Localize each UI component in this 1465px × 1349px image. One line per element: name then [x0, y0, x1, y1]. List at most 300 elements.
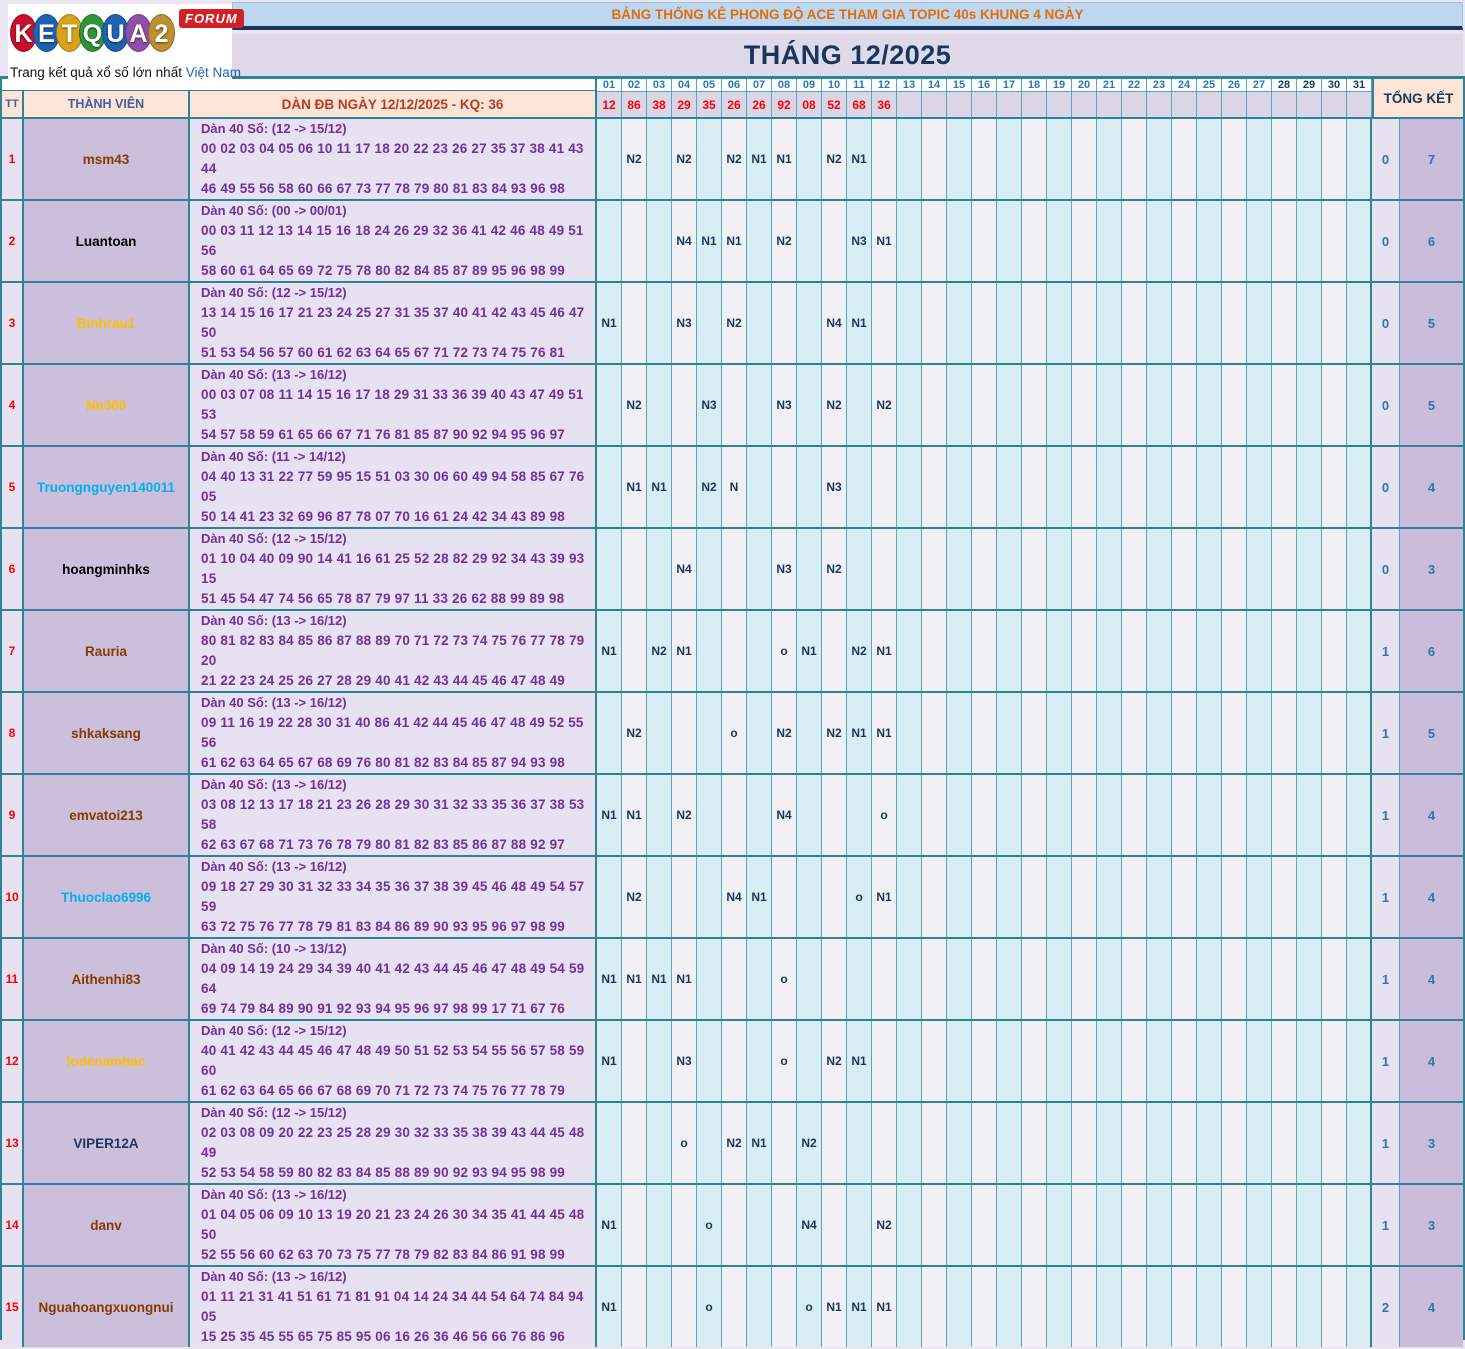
day-cell-15 — [947, 693, 972, 773]
day-cell-03 — [647, 1185, 672, 1265]
member-row-15 — [2, 1267, 1463, 1347]
day-cell-07 — [747, 775, 772, 855]
day-cell-07 — [747, 1021, 772, 1101]
member-name: emvatoi213 — [24, 775, 190, 855]
result-20 — [1072, 92, 1097, 117]
forum-badge: FORUM — [179, 9, 244, 28]
day-cell-24 — [1172, 857, 1197, 937]
col-header-total: TỔNG KẾT — [1372, 79, 1463, 117]
col-header-dan: DÀN ĐB NGÀY 12/12/2025 - KQ: 36 — [190, 90, 597, 117]
day-cell-15 — [947, 1021, 972, 1101]
day-cell-07 — [747, 447, 772, 527]
day-cell-05 — [697, 1103, 722, 1183]
member-name: msm43 — [24, 119, 190, 199]
day-cell-15 — [947, 775, 972, 855]
day-cell-21 — [1097, 283, 1122, 363]
day-cell-25 — [1197, 775, 1222, 855]
day-cell-27 — [1247, 365, 1272, 445]
day-cell-02: N2 — [622, 693, 647, 773]
dan-line: 13 14 15 16 17 21 23 24 25 27 31 35 37 40 41 42 43 45 46 47 50 — [201, 305, 585, 340]
day-cell-30 — [1322, 1267, 1347, 1347]
dan-line: 52 53 54 58 59 80 82 83 84 85 88 89 90 92 93 94 95 98 99 — [201, 1165, 566, 1180]
day-cell-09 — [797, 1021, 822, 1101]
day-cell-20 — [1072, 119, 1097, 199]
day-cell-25 — [1197, 283, 1222, 363]
month-label: THÁNG 12/2025 — [743, 39, 952, 70]
day-cell-25 — [1197, 1021, 1222, 1101]
day-cell-15 — [947, 283, 972, 363]
tt-cell: 12 — [2, 1021, 24, 1101]
day-cell-21 — [1097, 119, 1122, 199]
day-cell-12 — [872, 283, 897, 363]
day-cell-20 — [1072, 939, 1097, 1019]
table-body — [2, 119, 1463, 1347]
dan-line: 00 03 11 12 13 14 15 16 18 24 26 29 32 36 41 42 46 48 49 51 56 — [201, 223, 584, 258]
day-cell-14 — [922, 1021, 947, 1101]
dan-title: Dàn 40 Số: (13 -> 16/12) — [201, 613, 347, 628]
result-08: 92 — [772, 92, 797, 117]
result-21 — [1097, 92, 1122, 117]
day-cell-04: N4 — [672, 201, 697, 281]
day-header-29: 29 — [1297, 79, 1322, 92]
day-cell-05: o — [697, 1267, 722, 1347]
dan-line: 40 41 42 43 44 45 46 47 48 49 50 51 52 53 54 55 56 57 58 59 60 — [201, 1043, 585, 1078]
day-cell-30 — [1322, 283, 1347, 363]
tt-cell: 3 — [2, 283, 24, 363]
day-cell-28 — [1272, 939, 1297, 1019]
day-cell-02: N2 — [622, 119, 647, 199]
day-header-06: 06 — [722, 79, 747, 92]
day-cell-25 — [1197, 693, 1222, 773]
day-cell-12 — [872, 529, 897, 609]
day-cell-03 — [647, 857, 672, 937]
day-cell-10: N2 — [822, 365, 847, 445]
day-cell-20 — [1072, 447, 1097, 527]
day-cell-05: N1 — [697, 201, 722, 281]
day-cell-01: N1 — [597, 1021, 622, 1101]
day-cell-01: N1 — [597, 283, 622, 363]
day-cell-03: N1 — [647, 447, 672, 527]
day-cell-07: N1 — [747, 119, 772, 199]
day-cell-23 — [1147, 857, 1172, 937]
day-cell-20 — [1072, 857, 1097, 937]
day-cell-28 — [1272, 611, 1297, 691]
member-row-7 — [2, 611, 1463, 693]
day-cell-21 — [1097, 201, 1122, 281]
day-cell-14 — [922, 1103, 947, 1183]
day-cell-07 — [747, 611, 772, 691]
day-cell-29 — [1297, 775, 1322, 855]
day-cell-24 — [1172, 1103, 1197, 1183]
day-cell-26 — [1222, 1103, 1247, 1183]
logo-letter: 2 — [148, 14, 175, 52]
logo-letter: A — [125, 14, 152, 52]
day-cell-17 — [997, 529, 1022, 609]
day-cell-08: o — [772, 611, 797, 691]
day-cell-25 — [1197, 611, 1222, 691]
day-cell-08: N3 — [772, 529, 797, 609]
day-cell-16 — [972, 1103, 997, 1183]
day-cell-04: N1 — [672, 611, 697, 691]
day-cell-14 — [922, 857, 947, 937]
day-cell-27 — [1247, 283, 1272, 363]
day-cell-03: N1 — [647, 939, 672, 1019]
tt-cell: 15 — [2, 1267, 24, 1347]
member-name: lodenambac — [24, 1021, 190, 1101]
member-row-14 — [2, 1185, 1463, 1267]
dan-line: 46 49 55 56 58 60 66 67 73 77 78 79 80 81 83 84 93 96 98 — [201, 181, 566, 196]
day-cell-15 — [947, 1185, 972, 1265]
day-cell-20 — [1072, 283, 1097, 363]
day-cell-07 — [747, 365, 772, 445]
day-cell-29 — [1297, 939, 1322, 1019]
day-cell-13 — [897, 1267, 922, 1347]
dan-title: Dàn 40 Số: (13 -> 16/12) — [201, 695, 347, 710]
day-cell-18 — [1022, 201, 1047, 281]
day-cell-25 — [1197, 201, 1222, 281]
day-cell-05 — [697, 611, 722, 691]
day-cell-14 — [922, 775, 947, 855]
day-cell-24 — [1172, 365, 1197, 445]
tt-cell: 2 — [2, 201, 24, 281]
day-cell-14 — [922, 1185, 947, 1265]
day-cell-08: N2 — [772, 693, 797, 773]
day-cell-27 — [1247, 1185, 1272, 1265]
day-cell-19 — [1047, 939, 1072, 1019]
total-score-cell: 3 — [1400, 1103, 1463, 1183]
member-name: Truongnguyen140011 — [24, 447, 190, 527]
day-cell-26 — [1222, 775, 1247, 855]
day-cell-02 — [622, 529, 647, 609]
day-cell-12 — [872, 1103, 897, 1183]
day-cell-27 — [1247, 857, 1272, 937]
result-04: 29 — [672, 92, 697, 117]
total-lost-cell: 1 — [1372, 693, 1400, 773]
dan-line: 51 45 54 47 74 56 65 78 87 79 97 11 33 26 62 88 99 89 98 — [201, 591, 565, 606]
day-cell-31 — [1347, 1021, 1372, 1101]
day-cell-02 — [622, 1021, 647, 1101]
day-cell-27 — [1247, 1267, 1272, 1347]
day-cell-23 — [1147, 939, 1172, 1019]
day-cell-18 — [1022, 1103, 1047, 1183]
day-cell-21 — [1097, 857, 1122, 937]
day-cell-01: N1 — [597, 1267, 622, 1347]
day-cell-28 — [1272, 693, 1297, 773]
day-cell-09: N2 — [797, 1103, 822, 1183]
logo-letter: T — [56, 14, 83, 52]
day-cell-17 — [997, 775, 1022, 855]
day-cell-13 — [897, 1103, 922, 1183]
day-cell-20 — [1072, 693, 1097, 773]
day-cell-10: N2 — [822, 693, 847, 773]
day-cell-27 — [1247, 693, 1272, 773]
day-header-12: 12 — [872, 79, 897, 92]
result-30 — [1322, 92, 1347, 117]
day-cell-10: N2 — [822, 119, 847, 199]
day-cell-20 — [1072, 365, 1097, 445]
results-row — [597, 92, 1372, 117]
result-28 — [1272, 92, 1297, 117]
day-header-31: 31 — [1347, 79, 1372, 92]
dan-title: Dàn 40 Số: (13 -> 16/12) — [201, 367, 347, 382]
day-cell-12 — [872, 119, 897, 199]
day-cell-09 — [797, 775, 822, 855]
day-header-25: 25 — [1197, 79, 1222, 92]
day-cell-12: N1 — [872, 857, 897, 937]
day-cell-28 — [1272, 1103, 1297, 1183]
day-cell-10: N1 — [822, 1267, 847, 1347]
day-cell-01 — [597, 365, 622, 445]
day-cell-21 — [1097, 611, 1122, 691]
day-cell-06 — [722, 1185, 747, 1265]
member-row-8 — [2, 693, 1463, 775]
day-cell-08: N3 — [772, 365, 797, 445]
member-row-11 — [2, 939, 1463, 1021]
total-lost-cell: 1 — [1372, 1185, 1400, 1265]
dan-line: 54 57 58 59 61 65 66 67 71 76 81 85 87 90 92 94 95 96 97 — [201, 427, 566, 442]
result-25 — [1197, 92, 1222, 117]
day-cell-30 — [1322, 693, 1347, 773]
total-score-cell: 6 — [1400, 201, 1463, 281]
dan-line: 61 62 63 64 65 66 67 68 69 70 71 72 73 74 75 76 77 78 79 — [201, 1083, 566, 1098]
day-cell-28 — [1272, 857, 1297, 937]
day-cell-24 — [1172, 119, 1197, 199]
day-cell-12: N1 — [872, 611, 897, 691]
day-cell-15 — [947, 857, 972, 937]
day-cell-20 — [1072, 201, 1097, 281]
dan-title: Dàn 40 Số: (12 -> 15/12) — [201, 1023, 347, 1038]
day-cell-24 — [1172, 1267, 1197, 1347]
day-cell-11: o — [847, 857, 872, 937]
day-cell-27 — [1247, 1021, 1272, 1101]
day-cell-25 — [1197, 529, 1222, 609]
day-cell-23 — [1147, 119, 1172, 199]
day-cell-06 — [722, 775, 747, 855]
day-cell-10 — [822, 611, 847, 691]
dan-cell — [190, 939, 597, 1019]
day-cell-29 — [1297, 447, 1322, 527]
day-cell-06: N2 — [722, 283, 747, 363]
day-cell-09 — [797, 857, 822, 937]
day-cell-21 — [1097, 365, 1122, 445]
day-cell-04: N3 — [672, 1021, 697, 1101]
header-days-group — [597, 79, 1372, 117]
day-cell-13 — [897, 857, 922, 937]
day-cell-10 — [822, 1103, 847, 1183]
tt-cell: 13 — [2, 1103, 24, 1183]
day-cell-19 — [1047, 119, 1072, 199]
result-17 — [997, 92, 1022, 117]
day-cell-26 — [1222, 857, 1247, 937]
day-cell-03 — [647, 1267, 672, 1347]
day-header-18: 18 — [1022, 79, 1047, 92]
day-cell-03 — [647, 201, 672, 281]
result-18 — [1022, 92, 1047, 117]
total-lost-cell: 2 — [1372, 1267, 1400, 1347]
day-cell-11: N2 — [847, 611, 872, 691]
month-bar — [232, 34, 1463, 76]
result-05: 35 — [697, 92, 722, 117]
member-row-4 — [2, 365, 1463, 447]
day-cell-22 — [1122, 939, 1147, 1019]
day-cell-09 — [797, 201, 822, 281]
day-cell-18 — [1022, 775, 1047, 855]
day-cell-26 — [1222, 365, 1247, 445]
day-header-16: 16 — [972, 79, 997, 92]
day-cell-08: N1 — [772, 119, 797, 199]
day-header-15: 15 — [947, 79, 972, 92]
result-13 — [897, 92, 922, 117]
day-header-row — [597, 79, 1372, 92]
day-cell-04 — [672, 1267, 697, 1347]
day-cell-10 — [822, 857, 847, 937]
day-cell-01 — [597, 201, 622, 281]
day-cell-21 — [1097, 1103, 1122, 1183]
day-cell-31 — [1347, 857, 1372, 937]
day-header-04: 04 — [672, 79, 697, 92]
member-name: Rauria — [24, 611, 190, 691]
day-cell-22 — [1122, 775, 1147, 855]
day-cell-02 — [622, 1185, 647, 1265]
day-cell-05 — [697, 119, 722, 199]
day-cell-23 — [1147, 1103, 1172, 1183]
day-cell-18 — [1022, 857, 1047, 937]
day-cell-15 — [947, 1103, 972, 1183]
dan-line: 69 74 79 84 89 90 91 92 93 94 95 96 97 98 99 17 71 67 76 — [201, 1001, 566, 1016]
day-cell-04 — [672, 447, 697, 527]
day-cell-23 — [1147, 611, 1172, 691]
day-cell-19 — [1047, 611, 1072, 691]
day-cell-27 — [1247, 939, 1272, 1019]
member-row-6 — [2, 529, 1463, 611]
day-cell-25 — [1197, 857, 1222, 937]
day-cell-22 — [1122, 365, 1147, 445]
day-cell-07 — [747, 1267, 772, 1347]
day-cell-06: N1 — [722, 201, 747, 281]
day-cell-12: N1 — [872, 693, 897, 773]
day-cell-30 — [1322, 119, 1347, 199]
dan-title: Dàn 40 Số: (12 -> 15/12) — [201, 531, 347, 546]
day-cell-26 — [1222, 283, 1247, 363]
day-cell-25 — [1197, 1103, 1222, 1183]
day-cell-01 — [597, 119, 622, 199]
day-cell-16 — [972, 1021, 997, 1101]
day-cell-05 — [697, 283, 722, 363]
day-cell-26 — [1222, 611, 1247, 691]
day-cell-08 — [772, 857, 797, 937]
day-header-07: 07 — [747, 79, 772, 92]
day-header-28: 28 — [1272, 79, 1297, 92]
dan-title: Dàn 40 Số: (11 -> 14/12) — [201, 449, 346, 464]
logo-letter: Q — [79, 14, 106, 52]
member-row-12 — [2, 1021, 1463, 1103]
dan-title: Dàn 40 Số: (13 -> 16/12) — [201, 1187, 347, 1202]
day-header-10: 10 — [822, 79, 847, 92]
total-lost-cell: 1 — [1372, 857, 1400, 937]
day-cell-17 — [997, 119, 1022, 199]
day-cell-29 — [1297, 283, 1322, 363]
day-cell-17 — [997, 1103, 1022, 1183]
result-24 — [1172, 92, 1197, 117]
day-cell-04: N2 — [672, 775, 697, 855]
dan-cell — [190, 283, 597, 363]
day-cell-06: N4 — [722, 857, 747, 937]
day-cell-18 — [1022, 119, 1047, 199]
day-cell-24 — [1172, 939, 1197, 1019]
day-cell-17 — [997, 1267, 1022, 1347]
day-cell-18 — [1022, 939, 1047, 1019]
total-lost-cell: 1 — [1372, 775, 1400, 855]
day-cell-19 — [1047, 1103, 1072, 1183]
day-cell-01: N1 — [597, 1185, 622, 1265]
total-lost-cell: 0 — [1372, 283, 1400, 363]
logo-letter: E — [33, 14, 60, 52]
day-cell-27 — [1247, 775, 1272, 855]
day-cell-04 — [672, 857, 697, 937]
day-cell-18 — [1022, 693, 1047, 773]
dan-line: 01 11 21 31 41 51 61 71 81 91 04 14 24 34 44 54 64 74 84 94 05 — [201, 1289, 584, 1324]
day-cell-18 — [1022, 1185, 1047, 1265]
day-cell-03: N2 — [647, 611, 672, 691]
dan-line: 80 81 82 83 84 85 86 87 88 89 70 71 72 73 74 75 76 77 78 79 20 — [201, 633, 585, 668]
dan-line: 04 40 13 31 22 77 59 95 15 51 03 30 06 60 49 94 58 85 67 76 05 — [201, 469, 585, 504]
day-cell-11 — [847, 1103, 872, 1183]
day-cell-24 — [1172, 611, 1197, 691]
day-cell-14 — [922, 939, 947, 1019]
day-cell-06: o — [722, 693, 747, 773]
day-cell-01 — [597, 447, 622, 527]
total-score-cell: 4 — [1400, 1267, 1463, 1347]
day-cell-19 — [1047, 529, 1072, 609]
day-cell-15 — [947, 611, 972, 691]
tt-cell: 9 — [2, 775, 24, 855]
day-cell-13 — [897, 201, 922, 281]
day-cell-11 — [847, 529, 872, 609]
member-name: VIPER12A — [24, 1103, 190, 1183]
dan-line: 03 08 12 13 17 18 21 23 26 28 29 30 31 32 33 35 36 37 38 53 58 — [201, 797, 585, 832]
day-cell-06 — [722, 1021, 747, 1101]
result-07: 26 — [747, 92, 772, 117]
day-cell-22 — [1122, 447, 1147, 527]
day-cell-17 — [997, 693, 1022, 773]
tt-cell: 1 — [2, 119, 24, 199]
day-cell-30 — [1322, 611, 1347, 691]
day-cell-01: N1 — [597, 775, 622, 855]
member-name: hoangminhks — [24, 529, 190, 609]
total-lost-cell: 1 — [1372, 611, 1400, 691]
day-cell-17 — [997, 1021, 1022, 1101]
day-cell-24 — [1172, 1021, 1197, 1101]
dan-cell — [190, 611, 597, 691]
day-cell-08 — [772, 1185, 797, 1265]
day-cell-16 — [972, 1267, 997, 1347]
member-row-3 — [2, 283, 1463, 365]
day-cell-14 — [922, 529, 947, 609]
day-header-08: 08 — [772, 79, 797, 92]
day-cell-14 — [922, 201, 947, 281]
dan-cell — [190, 529, 597, 609]
total-lost-cell: 1 — [1372, 1021, 1400, 1101]
dan-cell — [190, 857, 597, 937]
board-title: BẢNG THỐNG KÊ PHONG ĐỘ ACE THAM GIA TOPIC 40s KHUNG 4 NGÀY — [611, 7, 1084, 22]
day-cell-23 — [1147, 1185, 1172, 1265]
day-cell-31 — [1347, 119, 1372, 199]
tt-cell: 5 — [2, 447, 24, 527]
day-cell-28 — [1272, 775, 1297, 855]
day-cell-16 — [972, 857, 997, 937]
total-score-cell: 6 — [1400, 611, 1463, 691]
day-cell-09 — [797, 529, 822, 609]
